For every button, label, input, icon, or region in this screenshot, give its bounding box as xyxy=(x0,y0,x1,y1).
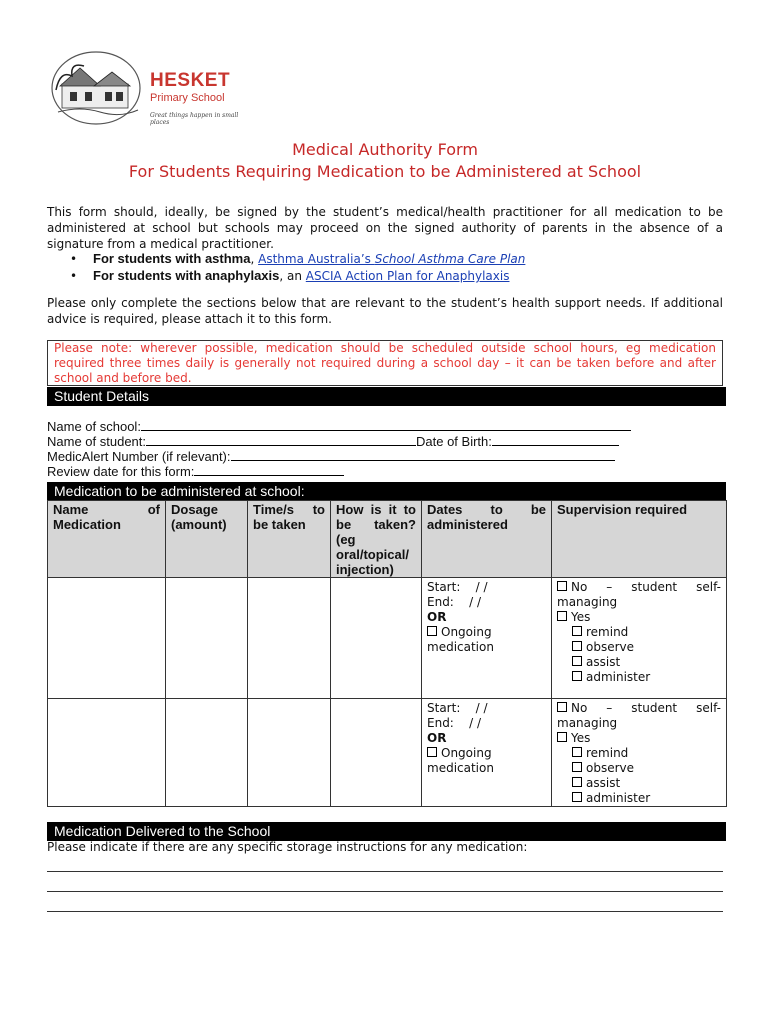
form-title: Medical Authority Form xyxy=(292,140,478,159)
bullet-label: For students with asthma xyxy=(93,251,251,266)
heading-text: Medication Delivered to the School xyxy=(54,823,271,839)
remind-option[interactable] xyxy=(557,625,721,640)
option-label: administer xyxy=(586,670,651,684)
managing-word: managing xyxy=(557,595,618,609)
col-dates xyxy=(422,501,552,578)
end-label: End: xyxy=(427,595,454,609)
bullet-label: For students with anaphylaxis xyxy=(93,268,280,283)
medicalert-field[interactable] xyxy=(231,449,615,461)
medication-row-1 xyxy=(48,578,727,699)
col-word: be xyxy=(530,502,546,517)
yes-label: Yes xyxy=(571,610,591,624)
col-word: to xyxy=(403,502,416,517)
school-name-field[interactable] xyxy=(141,419,631,431)
option-label: administer xyxy=(586,791,651,805)
option-label: remind xyxy=(586,746,629,760)
student-name-label: Name of student: xyxy=(47,434,146,449)
col-word: it xyxy=(388,502,397,517)
bullet-asthma xyxy=(68,251,708,268)
col-word: Dosage xyxy=(171,502,218,517)
col-word: Medication xyxy=(53,517,121,532)
checkbox-icon[interactable] xyxy=(572,641,582,651)
end-date[interactable] xyxy=(427,595,546,610)
option-label: assist xyxy=(586,655,621,669)
observe-option[interactable] xyxy=(557,640,721,655)
supervision-cell xyxy=(552,699,727,807)
option-label: assist xyxy=(586,776,621,790)
dob-label: Date of Birth: xyxy=(416,434,492,449)
checkbox-icon[interactable] xyxy=(557,611,567,621)
dash: – xyxy=(606,580,613,594)
medication-row-2 xyxy=(48,699,727,807)
col-dosage xyxy=(166,501,248,578)
checkbox-icon[interactable] xyxy=(572,777,582,787)
heading-text: Student Details xyxy=(54,388,149,404)
checkbox-icon[interactable] xyxy=(572,747,582,757)
storage-line-3[interactable] xyxy=(47,911,723,912)
medication-table xyxy=(47,500,727,807)
option-label: observe xyxy=(586,640,635,654)
col-how-taken xyxy=(331,501,422,578)
ongoing-label-2: medication xyxy=(427,640,494,654)
asthma-plan-link[interactable] xyxy=(258,252,525,266)
medication-heading xyxy=(47,482,726,501)
yes-label: Yes xyxy=(571,731,591,745)
times-cell[interactable] xyxy=(248,699,331,807)
how-taken-cell[interactable] xyxy=(331,699,422,807)
ongoing-label: Ongoing xyxy=(441,625,492,639)
storage-line-2[interactable] xyxy=(47,891,723,892)
plan-bullets xyxy=(68,251,708,285)
col-name-of-medication xyxy=(48,501,166,578)
managing-word: managing xyxy=(557,716,618,730)
col-word: be xyxy=(336,517,352,532)
date-slashes: / / xyxy=(475,580,488,594)
link-text: ASCIA Action Plan for Anaphylaxis xyxy=(305,269,510,283)
checkbox-icon[interactable] xyxy=(557,702,567,712)
end-date[interactable] xyxy=(427,716,546,731)
date-slashes: / / xyxy=(475,701,488,715)
storage-line-1[interactable] xyxy=(47,871,723,872)
student-name-row xyxy=(47,434,631,449)
school-name-row xyxy=(47,419,631,434)
col-word: (eg xyxy=(336,532,356,547)
date-slashes: / / xyxy=(469,716,482,730)
review-date-field[interactable] xyxy=(194,464,344,476)
no-self-managing-option[interactable] xyxy=(557,580,721,595)
ongoing-option[interactable] xyxy=(427,746,546,761)
bullet-sep: , an xyxy=(279,269,306,283)
heading-text: Medication to be administered at school: xyxy=(54,483,305,499)
col-word: Name xyxy=(53,502,89,517)
col-word: oral/topical/ xyxy=(336,547,409,562)
supervision-cell xyxy=(552,578,727,699)
or-label: OR xyxy=(427,731,447,745)
option-label: observe xyxy=(586,761,635,775)
checkbox-icon[interactable] xyxy=(572,626,582,636)
dash: – xyxy=(606,701,613,715)
school-building-logo-icon xyxy=(50,50,142,126)
bullet-sep: , xyxy=(250,252,259,266)
yes-option[interactable] xyxy=(557,731,721,746)
ongoing-label: Ongoing xyxy=(441,746,492,760)
dosage-cell[interactable] xyxy=(166,578,248,699)
relevance-paragraph: Please only complete the sections below that are relevant to the student’s health support needs. If additional advice is required, please attach it to this form. xyxy=(47,296,723,326)
option-label: remind xyxy=(586,625,629,639)
col-times xyxy=(248,501,331,578)
scheduling-note: Please note: wherever possible, medication should be scheduled outside school hours, eg medication required three times daily is generally not required during a school day – it can be taken before and after school and before bed. xyxy=(47,340,723,386)
col-word: of xyxy=(147,502,160,517)
date-slashes: / / xyxy=(469,595,482,609)
dates-cell xyxy=(422,699,552,807)
start-date[interactable] xyxy=(427,701,546,716)
review-date-row xyxy=(47,464,631,479)
checkbox-icon[interactable] xyxy=(572,656,582,666)
school-name: HESKET xyxy=(150,70,231,91)
student-name-field[interactable] xyxy=(146,434,416,446)
bullet-anaphylaxis xyxy=(68,268,708,285)
assist-option[interactable] xyxy=(557,776,721,791)
col-word: Time/s xyxy=(253,502,294,517)
school-logo xyxy=(50,50,240,126)
form-subtitle: For Students Requiring Medication to be Administered at School xyxy=(128,162,642,181)
school-name-label: Name of school: xyxy=(47,419,141,434)
school-tagline: Great things happen in small places xyxy=(150,112,239,126)
checkbox-icon[interactable] xyxy=(557,732,567,742)
medication-name-cell[interactable] xyxy=(48,699,166,807)
checkbox-icon[interactable] xyxy=(572,671,582,681)
checkbox-icon[interactable] xyxy=(572,792,582,802)
col-word: Dates xyxy=(427,502,463,517)
col-word: injection) xyxy=(336,562,394,577)
or-label: OR xyxy=(427,610,447,624)
ongoing-option[interactable] xyxy=(427,625,546,640)
checkbox-icon[interactable] xyxy=(572,762,582,772)
col-word: taken? xyxy=(374,517,416,532)
checkbox-icon[interactable] xyxy=(427,626,437,636)
administer-option[interactable] xyxy=(557,670,721,685)
medicalert-row xyxy=(47,449,631,464)
anaphylaxis-plan-link[interactable] xyxy=(306,269,510,283)
col-word: is xyxy=(370,502,382,517)
checkbox-icon[interactable] xyxy=(557,581,567,591)
intro-paragraph: This form should, ideally, be signed by the student’s medical/health practitioner for all medication to be administered at school but schools may proceed on the signed authority of parents in the absence of a signature from a medical practitioner. xyxy=(47,205,723,251)
observe-option[interactable] xyxy=(557,761,721,776)
medication-table-header xyxy=(48,501,727,578)
medication-delivered-heading xyxy=(47,822,726,841)
yes-option[interactable] xyxy=(557,610,721,625)
dates-cell xyxy=(422,578,552,699)
how-taken-cell[interactable] xyxy=(331,578,422,699)
no-label: No xyxy=(571,701,588,715)
col-word: be taken xyxy=(253,517,306,532)
col-supervision: Supervision required xyxy=(552,501,727,578)
self-word: self- xyxy=(696,701,721,715)
col-word: How xyxy=(336,502,364,517)
col-word: (amount) xyxy=(171,517,227,532)
start-label: Start: xyxy=(427,701,461,715)
student-word: student xyxy=(631,580,678,594)
medicalert-label: MedicAlert Number (if relevant): xyxy=(47,449,231,464)
self-word: self- xyxy=(696,580,721,594)
administer-option[interactable] xyxy=(557,791,721,806)
medication-name-cell[interactable] xyxy=(48,578,166,699)
no-label: No xyxy=(571,580,588,594)
dob-field[interactable] xyxy=(492,434,619,446)
checkbox-icon[interactable] xyxy=(427,747,437,757)
dosage-cell[interactable] xyxy=(166,699,248,807)
start-date[interactable] xyxy=(427,580,546,595)
col-word: to xyxy=(312,502,325,517)
school-subtitle: Primary School xyxy=(150,92,225,104)
end-label: End: xyxy=(427,716,454,730)
times-cell[interactable] xyxy=(248,578,331,699)
assist-option[interactable] xyxy=(557,655,721,670)
col-word: administered xyxy=(427,517,508,532)
storage-instructions-prompt: Please indicate if there are any specific storage instructions for any medication: xyxy=(47,840,528,854)
link-text-italic: School Asthma Care Plan xyxy=(374,252,526,266)
student-details-heading xyxy=(47,387,726,406)
no-self-managing-option[interactable] xyxy=(557,701,721,716)
ongoing-label-2: medication xyxy=(427,761,494,775)
remind-option[interactable] xyxy=(557,746,721,761)
student-details-fields xyxy=(47,419,631,479)
link-text: Asthma Australia’s xyxy=(258,252,375,266)
student-word: student xyxy=(631,701,678,715)
review-date-label: Review date for this form: xyxy=(47,464,195,479)
col-word: to xyxy=(490,502,503,517)
start-label: Start: xyxy=(427,580,461,594)
